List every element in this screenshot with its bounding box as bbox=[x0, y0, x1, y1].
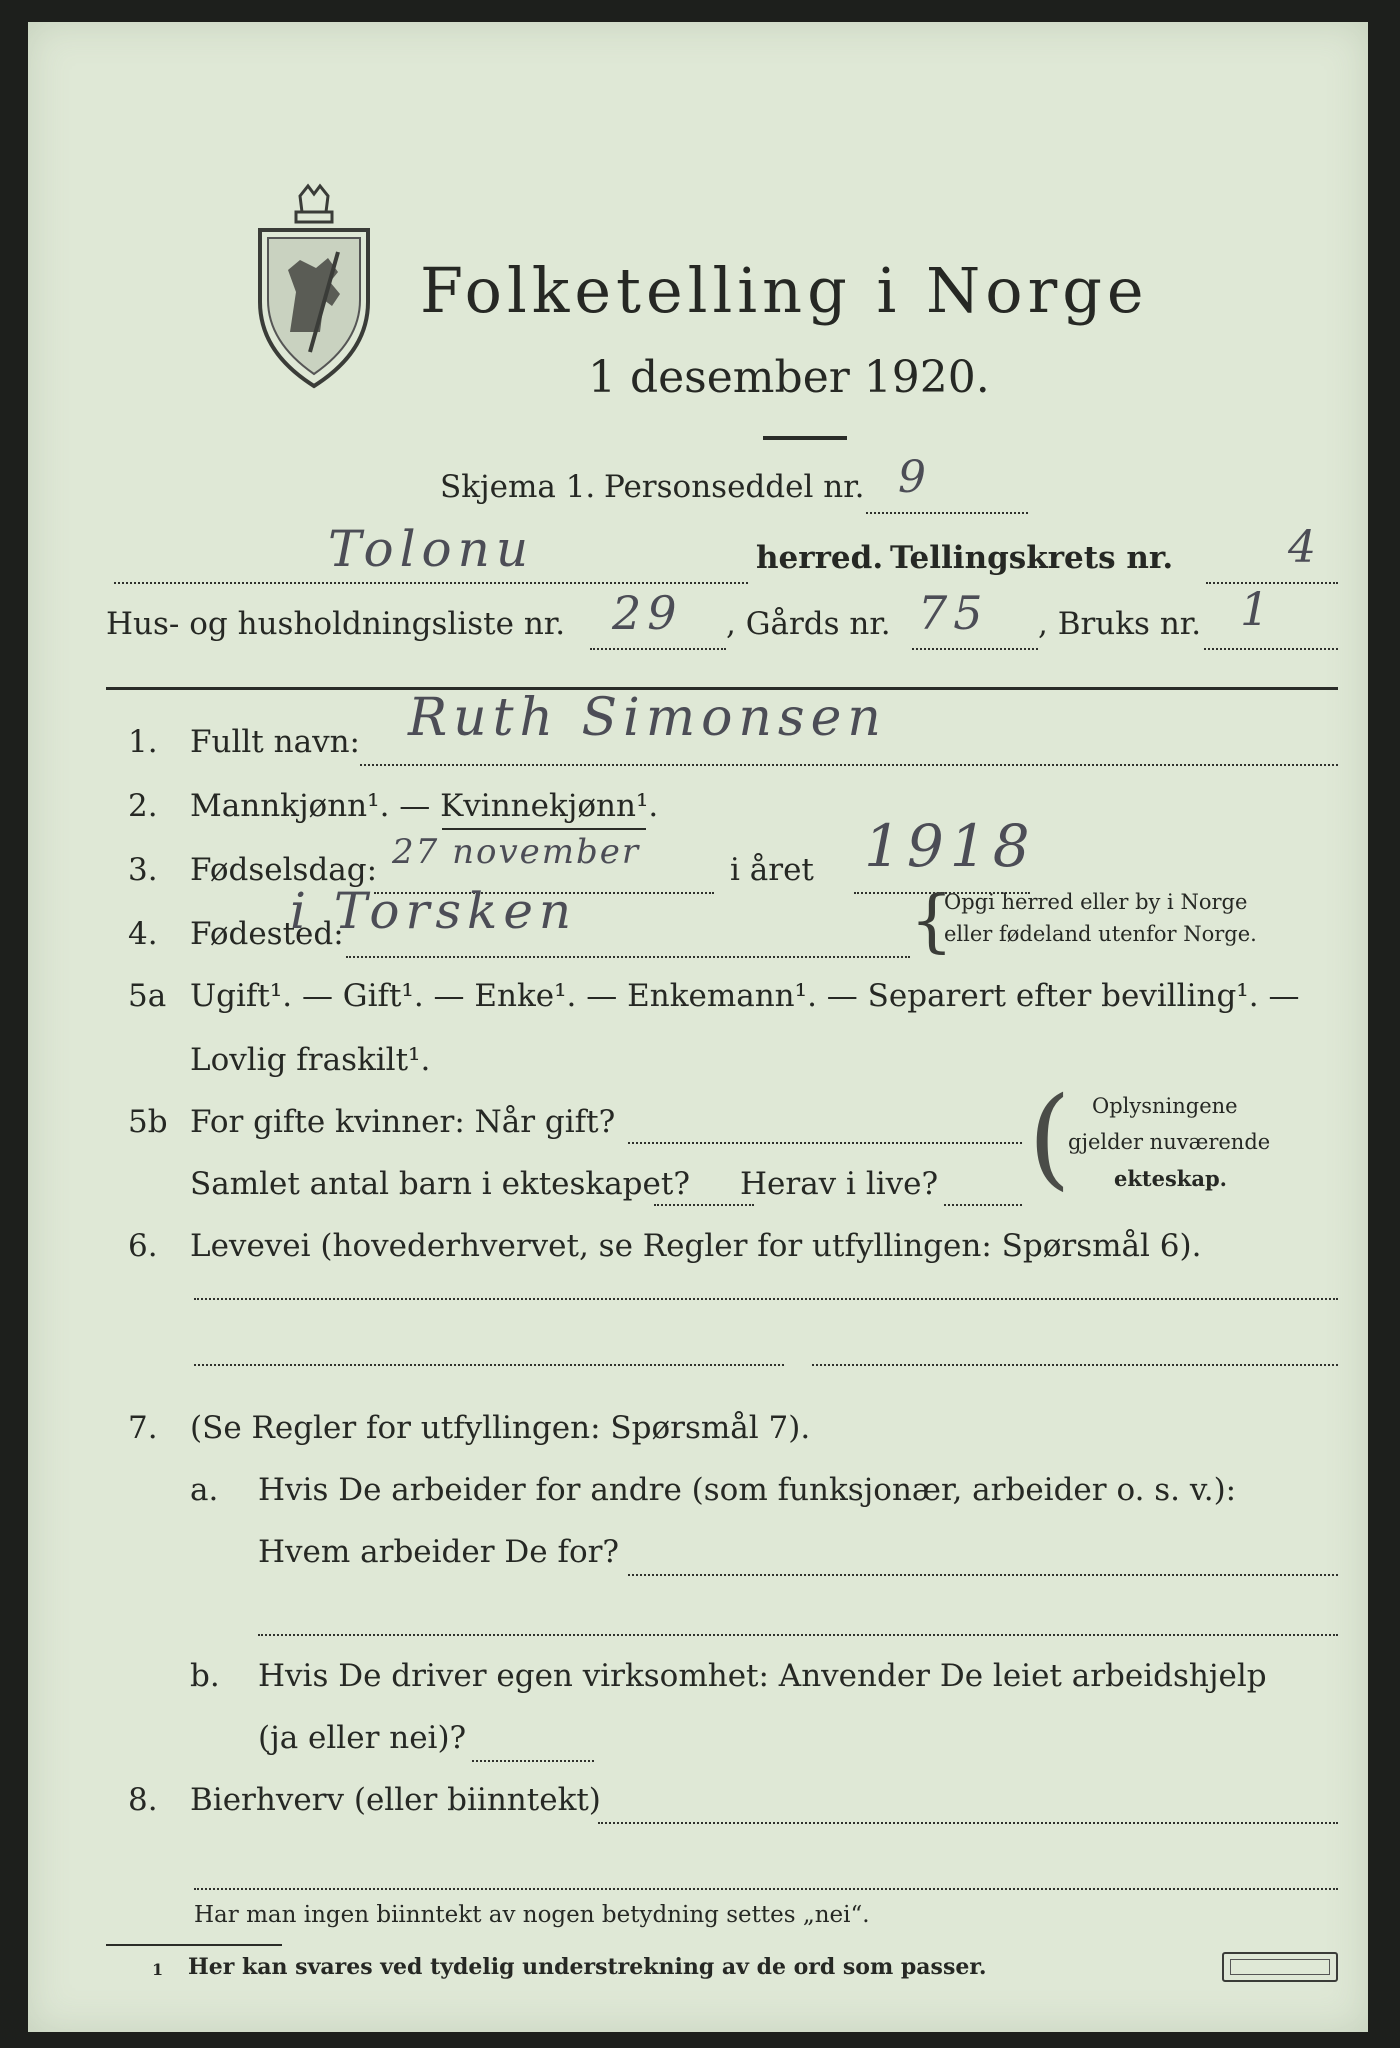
q7b-line2: (ja eller nei)? bbox=[258, 1720, 467, 1756]
q3-year-value[interactable]: 1918 bbox=[864, 812, 1036, 880]
q8-label: Bierhverv (eller biinntekt) bbox=[190, 1782, 601, 1818]
gards-line bbox=[912, 648, 1038, 650]
bruks-value[interactable]: 1 bbox=[1240, 582, 1276, 636]
q3-year-label: i året bbox=[730, 852, 814, 888]
q6-line1 bbox=[194, 1298, 1338, 1300]
q5a-line1: Ugift¹. — Gift¹. — Enke¹. — Enkemann¹. — Separert efter bevilling¹. — bbox=[190, 978, 1300, 1014]
q7-label: (Se Regler for utfyllingen: Spørsmål 7). bbox=[190, 1410, 811, 1446]
q2-number: 2. bbox=[128, 788, 158, 824]
husliste-label: Hus- og husholdningsliste nr. bbox=[106, 606, 566, 642]
husliste-line bbox=[590, 648, 726, 650]
q5b-note-line3: ekteskap. bbox=[1114, 1166, 1227, 1191]
q7b-letter: b. bbox=[190, 1658, 220, 1694]
footnote-marker: 1 bbox=[152, 1960, 164, 1979]
q7a-line2: Hvem arbeider De for? bbox=[258, 1534, 620, 1570]
q6-label: Levevei (hovederhvervet, se Regler for utfyllingen: Spørsmål 6). bbox=[190, 1228, 1202, 1264]
q7a-employer-line bbox=[628, 1574, 1338, 1576]
q8-number: 8. bbox=[128, 1782, 158, 1818]
q5b-note-line2: gjelder nuværende bbox=[1068, 1130, 1271, 1154]
q5a-line2: Lovlig fraskilt¹. bbox=[190, 1042, 431, 1078]
q7a-letter: a. bbox=[190, 1472, 219, 1508]
q5b-children-label: Samlet antal barn i ekteskapet? bbox=[190, 1166, 690, 1202]
q7a-line1: Hvis De arbeider for andre (som funksjonær, arbeider o. s. v.): bbox=[258, 1472, 1237, 1508]
q5b-bracket: ( bbox=[1028, 1073, 1071, 1201]
q4-number: 4. bbox=[128, 916, 158, 952]
form-date: 1 desember 1920. bbox=[588, 352, 990, 403]
coat-of-arms-icon bbox=[250, 182, 378, 392]
bruks-label: , Bruks nr. bbox=[1038, 606, 1202, 642]
q7-number: 7. bbox=[128, 1410, 158, 1446]
title-divider bbox=[763, 436, 847, 440]
q6-line2a bbox=[194, 1364, 784, 1366]
herred-line bbox=[114, 582, 748, 584]
q5b-married-line bbox=[628, 1142, 1022, 1144]
q7b-answer-line bbox=[472, 1760, 594, 1762]
q8-line1 bbox=[598, 1822, 1338, 1824]
husliste-value[interactable]: 29 bbox=[612, 586, 683, 640]
q4-brace: { bbox=[910, 882, 954, 961]
q1-label: Fullt navn: bbox=[190, 724, 360, 760]
q5a-number: 5a bbox=[128, 978, 167, 1014]
q5b-line1: For gifte kvinner: Når gift? bbox=[190, 1104, 616, 1140]
q4-line bbox=[346, 956, 910, 958]
q5b-children-line bbox=[654, 1204, 754, 1206]
q4-note-line1: Opgi herred eller by i Norge bbox=[944, 890, 1248, 914]
herred-value[interactable]: Tolonu bbox=[328, 520, 535, 578]
q4-label: Fødested: bbox=[190, 916, 344, 952]
q4-value[interactable]: i Torsken bbox=[290, 882, 578, 940]
footnote-text: Her kan svares ved tydelig understrekning av de ord som passer. bbox=[188, 1954, 987, 1980]
personseddel-value[interactable]: 9 bbox=[898, 452, 932, 503]
printer-stamp bbox=[1222, 1952, 1338, 1982]
q5b-alive-label: Herav i live? bbox=[740, 1166, 939, 1202]
gards-value[interactable]: 75 bbox=[918, 586, 989, 640]
footnote-divider bbox=[106, 1944, 282, 1946]
q1-value[interactable]: Ruth Simonsen bbox=[408, 688, 887, 748]
q8-note: Har man ingen biinntekt av nogen betydning settes „nei“. bbox=[194, 1902, 870, 1928]
herred-label: herred. bbox=[756, 540, 884, 576]
q2-label: Mannkjønn¹. — Kvinnekjønn¹. bbox=[190, 788, 659, 824]
q7a-extra-line bbox=[258, 1634, 1338, 1636]
gards-label: , Gårds nr. bbox=[726, 606, 891, 642]
census-form-sheet bbox=[28, 22, 1368, 2032]
q4-note-line2: eller fødeland utenfor Norge. bbox=[944, 922, 1257, 946]
q2-underline bbox=[442, 828, 646, 830]
q3-value[interactable]: 27 november bbox=[392, 832, 641, 872]
q3-label: Fødselsdag: bbox=[190, 852, 378, 888]
tellingskrets-label: Tellingskrets nr. bbox=[890, 540, 1174, 576]
personseddel-label: Personseddel nr. bbox=[604, 469, 865, 505]
tellingskrets-value[interactable]: 4 bbox=[1288, 522, 1322, 573]
q6-line2b bbox=[812, 1364, 1338, 1366]
q8-line2 bbox=[194, 1888, 1338, 1890]
personseddel-line bbox=[866, 512, 1028, 514]
q3-number: 3. bbox=[128, 852, 158, 888]
q5b-note-line1: Oplysningene bbox=[1092, 1094, 1238, 1118]
q7b-line1: Hvis De driver egen virksomhet: Anvender De leiet arbeidshjelp bbox=[258, 1658, 1267, 1694]
skjema-label: Skjema 1. bbox=[440, 469, 596, 505]
q6-number: 6. bbox=[128, 1228, 158, 1264]
q1-line bbox=[360, 764, 1338, 766]
q5b-number: 5b bbox=[128, 1104, 168, 1140]
q1-number: 1. bbox=[128, 724, 158, 760]
bruks-line bbox=[1204, 648, 1338, 650]
form-title: Folketelling i Norge bbox=[420, 254, 1149, 327]
q5b-alive-line bbox=[944, 1204, 1022, 1206]
